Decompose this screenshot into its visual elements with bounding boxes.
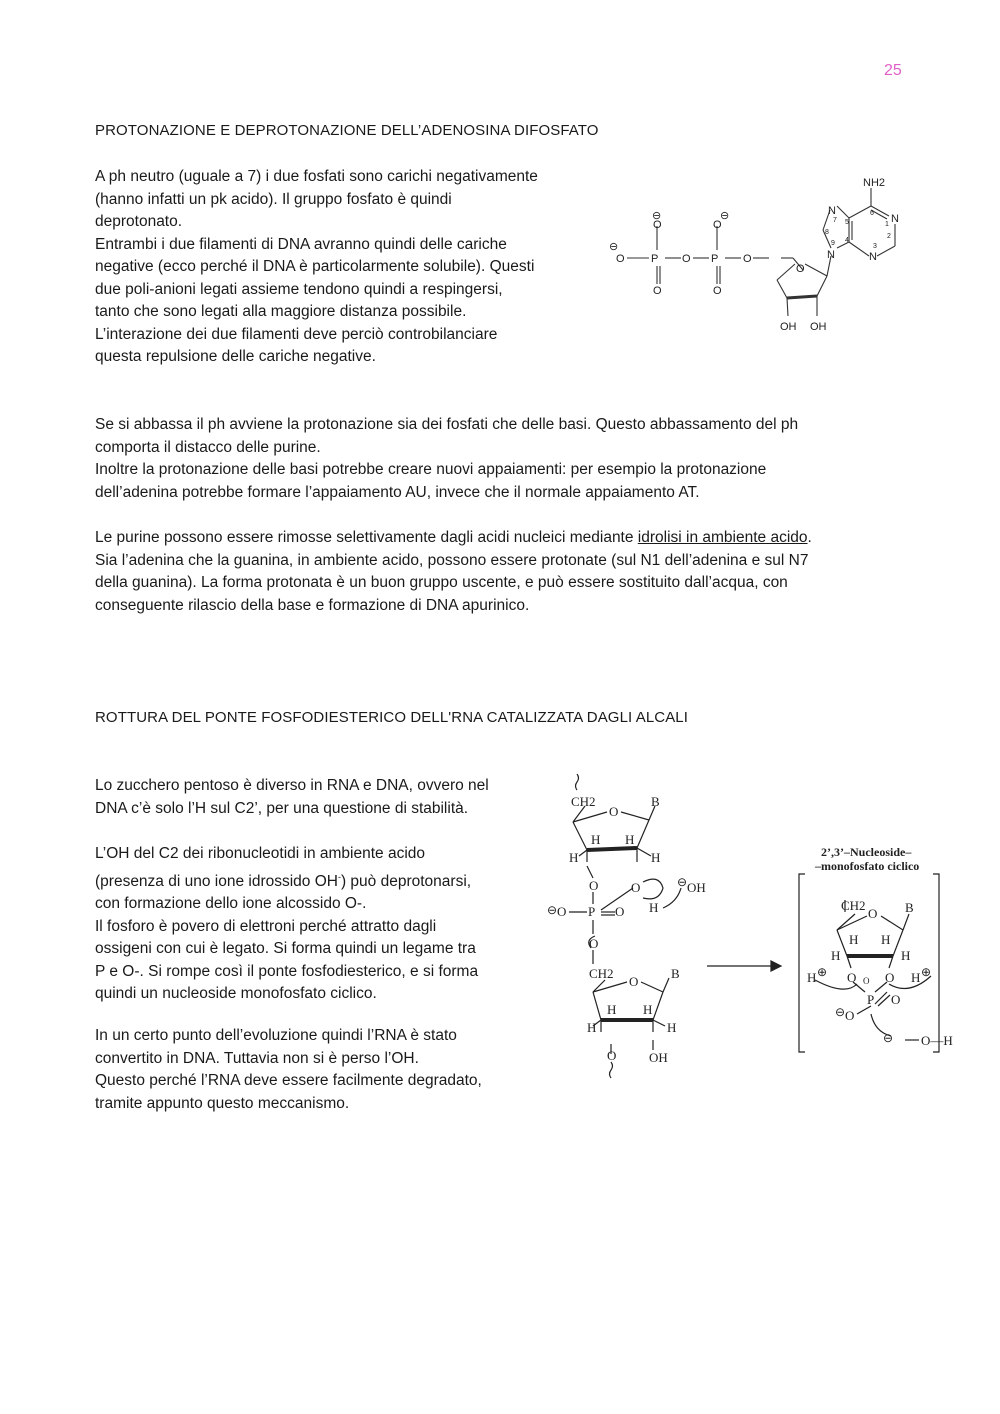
text-line: Inoltre la protonazione delle basi potrebbe creare nuovi appaiamenti: per esempio la protonazione	[95, 461, 767, 478]
text-line: In un certo punto dell’evoluzione quindi l’RNA è stato	[95, 1027, 457, 1044]
text-line	[95, 527, 812, 550]
water-oh-label: O—H	[921, 1033, 953, 1048]
charge-label: ⊕	[921, 965, 932, 979]
atom-h: H	[591, 832, 601, 847]
text-line: della guanina). La forma protonata è un buon gruppo uscente, e può essere sostituito dall’acqua, con	[95, 574, 788, 591]
text-line: quindi un nucleoside monofosfato ciclico.	[95, 985, 377, 1003]
atom-o: O	[589, 936, 599, 951]
atom-h: H	[649, 900, 659, 915]
text-span: ) può deprotonarsi,	[340, 872, 472, 890]
text-line	[95, 866, 478, 894]
text-line: L’OH del C2 dei ribonucleotidi in ambiente acido	[95, 845, 426, 862]
atom-o: O	[616, 253, 625, 265]
ring-number: 3	[873, 243, 877, 250]
section-title-protonation: PROTONAZIONE E DEPROTONAZIONE DELL’ADENOSINA DIFOSFATO	[95, 122, 599, 139]
ring-number: 1	[885, 221, 889, 228]
ring-number: 5	[845, 219, 849, 226]
hydroxyl-label: OH	[810, 321, 827, 333]
base-label: B	[905, 900, 914, 915]
atom-n: N	[891, 213, 899, 225]
atom-o: O	[847, 970, 857, 985]
atom-n: N	[869, 251, 877, 263]
charge-label: ⊖	[547, 903, 558, 917]
paragraph-low-ph	[95, 414, 798, 504]
section-title-phosphodiester-cleavage: ROTTURA DEL PONTE FOSFODIESTERICO DELL'RNA CATALIZZATA DAGLI ALCALI	[95, 709, 689, 726]
rna-alkaline-hydrolysis-figure	[545, 770, 955, 1090]
text-span: Le purine possono essere rimosse selettivamente dagli acidi nucleici mediante	[95, 529, 638, 546]
text-line: tramite appunto questo meccanismo.	[95, 1094, 350, 1112]
atom-o: O	[607, 1048, 617, 1063]
atom-h: H	[643, 1002, 653, 1017]
atom-o: O	[863, 976, 870, 986]
atom-h: H	[607, 1002, 617, 1017]
text-span: .	[807, 529, 812, 546]
atom-o: O	[713, 219, 722, 231]
ring-number: 4	[845, 237, 849, 244]
ring-number: 2	[887, 233, 891, 240]
hydroxyl-label: OH	[649, 1050, 668, 1065]
atom-o: O	[631, 880, 641, 895]
atom-p: P	[711, 253, 719, 265]
base-label: B	[671, 966, 680, 981]
ring-number: 8	[825, 229, 829, 236]
base-label: B	[651, 794, 660, 809]
atom-o: O	[743, 253, 752, 265]
text-line: deprotonato.	[95, 213, 183, 230]
atom-o: O	[653, 285, 662, 297]
text-line: questa repulsione delle cariche negative.	[95, 348, 376, 365]
text-line: ossigeni con cui è legato. Si forma quindi un legame tra	[95, 940, 476, 958]
text-line: dell’adenina potrebbe formare l’appaiamento AU, invece che il normale appaiamento AT.	[95, 483, 700, 501]
atom-h: H	[667, 1020, 677, 1035]
text-line: P e O-. Si rompe così il ponte fosfodiesterico, e si forma	[95, 962, 479, 980]
atom-h: H	[587, 1020, 597, 1035]
atom-o: O	[682, 253, 691, 265]
underlined-term: idrolisi in ambiente acido	[637, 529, 808, 546]
text-line: (hanno infatti un pk acido). Il gruppo fosfato è quindi	[95, 190, 452, 208]
atom-n: N	[827, 249, 835, 261]
text-line: due poli-anioni legati assieme tendono quindi a respingersi,	[95, 280, 503, 298]
atom-p: P	[651, 253, 659, 265]
text-line: negative (ecco perché il DNA è particolarmente solubile). Questi	[95, 258, 535, 275]
atom-n: N	[828, 205, 836, 217]
atom-o: O	[589, 878, 599, 893]
paragraph-neutral-ph	[95, 166, 538, 369]
atom-h: H	[651, 850, 661, 865]
text-line: Questo perché l’RNA deve essere facilmente degradato,	[95, 1072, 482, 1089]
text-line: con formazione dello ione alcossido O-.	[95, 895, 367, 913]
atom-o: O	[845, 1008, 855, 1023]
atom-o: O	[796, 263, 805, 275]
atom-h: H	[807, 970, 817, 985]
text-line: comporta il distacco delle purine.	[95, 438, 321, 456]
adenosine-diphosphate-figure	[605, 168, 925, 343]
atom-p: P	[588, 904, 596, 919]
atom-h: H	[831, 948, 841, 963]
text-line: convertito in DNA. Tuttavia non si è perso l’OH.	[95, 1049, 419, 1067]
atom-h: H	[901, 948, 911, 963]
paragraph-pentose	[95, 775, 489, 820]
superscript: -	[337, 871, 341, 882]
charge-label: ⊕	[817, 965, 828, 979]
text-line: tanto che sono legati alla maggiore distanza possibile.	[95, 303, 467, 320]
atom-o: O	[629, 974, 639, 989]
charge-label: ⊖	[883, 1031, 894, 1045]
atom-h: H	[625, 832, 635, 847]
atom-o: O	[615, 904, 625, 919]
text-line: A ph neutro (uguale a 7) i due fosfati sono carichi negativamente	[95, 168, 538, 185]
hydroxyl-label: OH	[780, 321, 797, 333]
ring-number: 9	[831, 240, 835, 247]
charge-label: ⊖	[609, 241, 619, 253]
product-title-line2: –monofosfato ciclico	[815, 859, 920, 873]
text-line: Sia l’adenina che la guanina, in ambiente acido, possono essere protonate (sul N1 dell’adenina e sul N7	[95, 551, 809, 569]
paragraph-mechanism	[95, 843, 478, 1006]
atom-o: O	[713, 285, 722, 297]
atom-o: O	[885, 970, 895, 985]
paragraph-purine-removal	[95, 527, 812, 617]
atom-o: O	[868, 906, 878, 921]
hydroxide-label: OH	[687, 880, 706, 895]
ch2-label: CH2	[841, 898, 866, 913]
charge-label: ⊖	[677, 875, 688, 889]
product-title-line1: 2’,3’–Nucleoside–	[821, 845, 912, 859]
charge-label: ⊖	[652, 210, 662, 222]
atom-h: H	[881, 932, 891, 947]
text-line: DNA c’è solo l’H sul C2’, per una questione di stabilità.	[95, 799, 469, 817]
ring-number: 6	[870, 210, 874, 217]
atom-h: H	[911, 970, 921, 985]
atom-o: O	[891, 992, 901, 1007]
atom-h: H	[569, 850, 579, 865]
amino-group-label: NH2	[863, 177, 886, 189]
text-line: conseguente rilascio della base e formazione di DNA apurinico.	[95, 596, 530, 614]
atom-h: H	[849, 932, 859, 947]
text-line: Lo zucchero pentoso è diverso in RNA e DNA, ovvero nel	[95, 777, 489, 794]
ch2-label: CH2	[571, 794, 596, 809]
paragraph-evolution	[95, 1025, 482, 1115]
atom-o: O	[609, 804, 619, 819]
ch2-label: CH2	[589, 966, 614, 981]
charge-label: ⊖	[835, 1005, 846, 1019]
text-span: (presenza di uno ione idrossido OH	[95, 872, 338, 890]
text-line: L’interazione dei due filamenti deve perciò controbilanciare	[95, 325, 498, 343]
charge-label: ⊖	[720, 210, 730, 222]
text-line: Se si abbassa il ph avviene la protonazione sia dei fosfati che delle basi. Questo abbassamento del ph	[95, 416, 799, 433]
page-number: 25	[884, 62, 902, 79]
atom-o: O	[653, 219, 662, 231]
text-line: Il fosforo è povero di elettroni perché attratto dagli	[95, 917, 437, 935]
atom-o: O	[557, 904, 567, 919]
atom-p: P	[867, 992, 875, 1007]
ring-number: 7	[833, 217, 837, 224]
text-line: Entrambi i due filamenti di DNA avranno quindi delle cariche	[95, 235, 507, 253]
